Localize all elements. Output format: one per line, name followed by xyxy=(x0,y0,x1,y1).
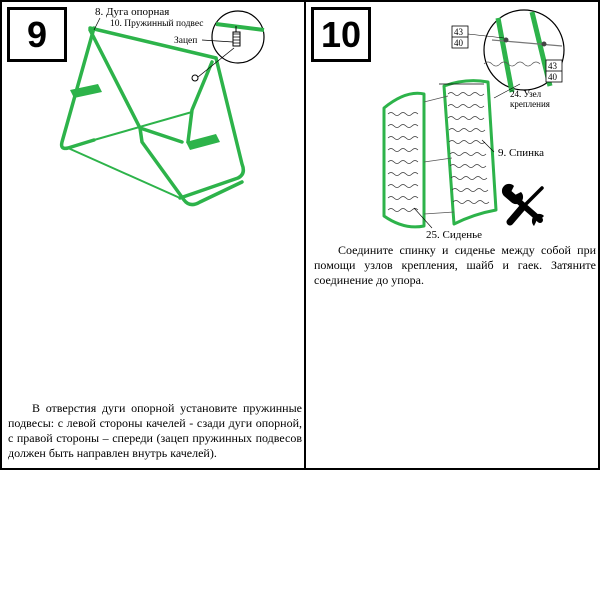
bolt-a-top-label: 43 xyxy=(454,27,463,37)
seat-label: 25. Сиденье xyxy=(426,229,482,241)
wrench-screwdriver-icon xyxy=(502,184,544,226)
joint-label-line1: 24. Узел xyxy=(510,89,542,99)
step-9-panel xyxy=(0,0,306,470)
step-number: 9 xyxy=(7,7,67,62)
seat-backrest-illustration xyxy=(306,2,600,242)
step-number: 10 xyxy=(311,7,371,62)
backrest-label: 9. Спинка xyxy=(498,147,545,159)
step-9-instruction: В отверстия дуги опорной установите пружинные подвесы: с левой стороны качелей - сзади дуги опорной, с правой стороны – спереди (зацеп пружинных подвесов должен быть направлен внутрь качелей). xyxy=(8,401,302,460)
bolt-b-top-label: 43 xyxy=(548,61,557,71)
bolt-a-bottom-label: 40 xyxy=(454,38,463,48)
spring-mesh xyxy=(388,93,489,215)
step-10-panel xyxy=(304,0,600,470)
hook-label: Зацеп xyxy=(174,36,198,46)
spring-hanger-label: 10. Пружинный подвес xyxy=(110,19,204,29)
step-10-instruction: Соедините спинку и сиденье между собой при помощи узлов крепления, шайб и гаек. Затяните соединение до упора. xyxy=(314,243,596,287)
bolt-callout-b xyxy=(546,60,562,82)
support-arc-label: 8. Дуга опорная xyxy=(95,6,170,18)
joint-detail xyxy=(439,10,564,92)
swing-frame-drawing xyxy=(62,28,244,205)
joint-label-line2: крепления xyxy=(510,99,550,109)
bolt-b-bottom-label: 40 xyxy=(548,72,557,82)
swing-frame-illustration xyxy=(2,2,308,232)
mesh-panels xyxy=(384,81,496,227)
